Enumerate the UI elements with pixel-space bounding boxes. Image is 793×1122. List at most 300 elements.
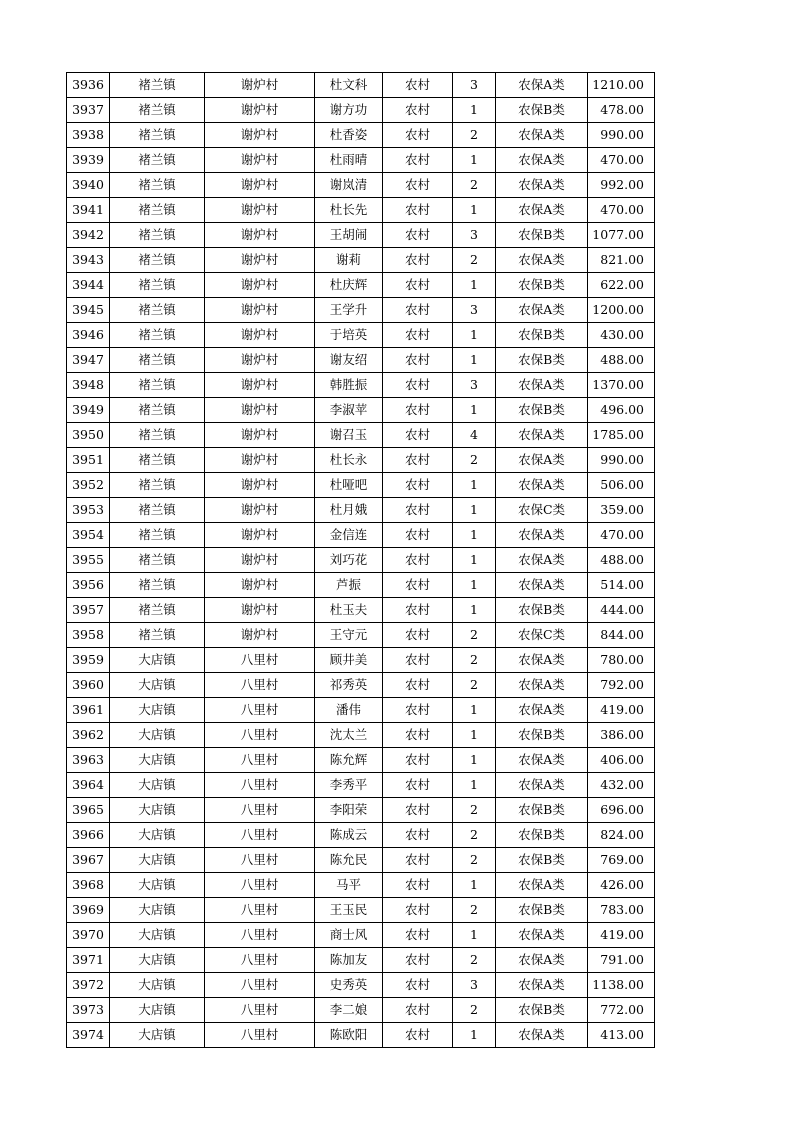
town-cell: 大店镇: [110, 948, 205, 973]
area-type-cell: 农村: [383, 598, 453, 623]
name-cell: 杜长永: [315, 448, 383, 473]
insurance-class-cell: 农保A类: [496, 373, 588, 398]
amount-cell: 792.00: [588, 673, 655, 698]
town-cell: 褚兰镇: [110, 398, 205, 423]
table-row: [67, 373, 655, 398]
amount-cell: 772.00: [588, 998, 655, 1023]
village-cell: 谢炉村: [205, 523, 315, 548]
area-type-cell: 农村: [383, 973, 453, 998]
household-count-cell: 2: [453, 848, 496, 873]
town-cell: 褚兰镇: [110, 248, 205, 273]
table-row: [67, 523, 655, 548]
row-number-cell: 3946: [67, 323, 110, 348]
town-cell: 褚兰镇: [110, 598, 205, 623]
insurance-class-cell: 农保A类: [496, 948, 588, 973]
area-type-cell: 农村: [383, 348, 453, 373]
household-count-cell: 2: [453, 898, 496, 923]
household-count-cell: 2: [453, 648, 496, 673]
household-count-cell: 2: [453, 948, 496, 973]
village-cell: 谢炉村: [205, 73, 315, 98]
household-count-cell: 3: [453, 73, 496, 98]
name-cell: 王胡闹: [315, 223, 383, 248]
row-number-cell: 3956: [67, 573, 110, 598]
amount-cell: 444.00: [588, 598, 655, 623]
area-type-cell: 农村: [383, 623, 453, 648]
row-number-cell: 3947: [67, 348, 110, 373]
amount-cell: 1785.00: [588, 423, 655, 448]
name-cell: 李淑苹: [315, 398, 383, 423]
amount-cell: 696.00: [588, 798, 655, 823]
area-type-cell: 农村: [383, 73, 453, 98]
table-row: [67, 323, 655, 348]
table-row: [67, 498, 655, 523]
amount-cell: 419.00: [588, 923, 655, 948]
row-number-cell: 3959: [67, 648, 110, 673]
name-cell: 李二娘: [315, 998, 383, 1023]
amount-cell: 432.00: [588, 773, 655, 798]
amount-cell: 488.00: [588, 548, 655, 573]
village-cell: 八里村: [205, 898, 315, 923]
row-number-cell: 3968: [67, 873, 110, 898]
village-cell: 谢炉村: [205, 148, 315, 173]
town-cell: 褚兰镇: [110, 198, 205, 223]
row-number-cell: 3971: [67, 948, 110, 973]
row-number-cell: 3938: [67, 123, 110, 148]
name-cell: 杜玉夫: [315, 598, 383, 623]
household-count-cell: 2: [453, 998, 496, 1023]
area-type-cell: 农村: [383, 673, 453, 698]
table-row: [67, 798, 655, 823]
amount-cell: 1200.00: [588, 298, 655, 323]
table-row: [67, 273, 655, 298]
name-cell: 王玉民: [315, 898, 383, 923]
name-cell: 杜庆辉: [315, 273, 383, 298]
table-row: [67, 73, 655, 98]
village-cell: 谢炉村: [205, 98, 315, 123]
name-cell: 陈欧阳: [315, 1023, 383, 1048]
town-cell: 褚兰镇: [110, 623, 205, 648]
insurance-class-cell: 农保A类: [496, 148, 588, 173]
area-type-cell: 农村: [383, 1023, 453, 1048]
name-cell: 杜香姿: [315, 123, 383, 148]
insurance-class-cell: 农保B类: [496, 898, 588, 923]
name-cell: 谢友绍: [315, 348, 383, 373]
table-row: [67, 748, 655, 773]
row-number-cell: 3962: [67, 723, 110, 748]
area-type-cell: 农村: [383, 823, 453, 848]
row-number-cell: 3961: [67, 698, 110, 723]
village-cell: 八里村: [205, 798, 315, 823]
town-cell: 大店镇: [110, 698, 205, 723]
name-cell: 陈成云: [315, 823, 383, 848]
town-cell: 褚兰镇: [110, 523, 205, 548]
insurance-class-cell: 农保A类: [496, 548, 588, 573]
area-type-cell: 农村: [383, 448, 453, 473]
town-cell: 褚兰镇: [110, 448, 205, 473]
household-count-cell: 1: [453, 698, 496, 723]
village-cell: 八里村: [205, 823, 315, 848]
table-row: [67, 198, 655, 223]
village-cell: 谢炉村: [205, 323, 315, 348]
insurance-class-cell: 农保B类: [496, 398, 588, 423]
area-type-cell: 农村: [383, 898, 453, 923]
amount-cell: 386.00: [588, 723, 655, 748]
household-count-cell: 1: [453, 148, 496, 173]
row-number-cell: 3965: [67, 798, 110, 823]
row-number-cell: 3954: [67, 523, 110, 548]
name-cell: 李阳荣: [315, 798, 383, 823]
household-count-cell: 1: [453, 923, 496, 948]
area-type-cell: 农村: [383, 573, 453, 598]
insurance-class-cell: 农保B类: [496, 598, 588, 623]
town-cell: 大店镇: [110, 648, 205, 673]
village-cell: 八里村: [205, 923, 315, 948]
table-row: [67, 948, 655, 973]
table-row: [67, 998, 655, 1023]
row-number-cell: 3944: [67, 273, 110, 298]
village-cell: 谢炉村: [205, 598, 315, 623]
town-cell: 大店镇: [110, 773, 205, 798]
table-row: [67, 248, 655, 273]
village-cell: 八里村: [205, 973, 315, 998]
area-type-cell: 农村: [383, 298, 453, 323]
row-number-cell: 3974: [67, 1023, 110, 1048]
town-cell: 大店镇: [110, 973, 205, 998]
table-row: [67, 623, 655, 648]
household-count-cell: 2: [453, 173, 496, 198]
table-row: [67, 673, 655, 698]
table-row: [67, 473, 655, 498]
household-count-cell: 2: [453, 123, 496, 148]
amount-cell: 478.00: [588, 98, 655, 123]
village-cell: 八里村: [205, 698, 315, 723]
village-cell: 八里村: [205, 998, 315, 1023]
table-row: [67, 573, 655, 598]
household-count-cell: 1: [453, 498, 496, 523]
area-type-cell: 农村: [383, 223, 453, 248]
row-number-cell: 3957: [67, 598, 110, 623]
household-count-cell: 1: [453, 348, 496, 373]
amount-cell: 780.00: [588, 648, 655, 673]
household-count-cell: 2: [453, 623, 496, 648]
insurance-class-cell: 农保A类: [496, 1023, 588, 1048]
insurance-class-cell: 农保A类: [496, 123, 588, 148]
amount-cell: 506.00: [588, 473, 655, 498]
area-type-cell: 农村: [383, 248, 453, 273]
town-cell: 大店镇: [110, 848, 205, 873]
name-cell: 陈允辉: [315, 748, 383, 773]
table-row: [67, 173, 655, 198]
name-cell: 杜文科: [315, 73, 383, 98]
table-row: [67, 848, 655, 873]
household-count-cell: 3: [453, 373, 496, 398]
table-row: [67, 898, 655, 923]
town-cell: 大店镇: [110, 723, 205, 748]
insurance-class-cell: 农保A类: [496, 873, 588, 898]
town-cell: 大店镇: [110, 673, 205, 698]
row-number-cell: 3970: [67, 923, 110, 948]
row-number-cell: 3972: [67, 973, 110, 998]
village-cell: 谢炉村: [205, 448, 315, 473]
insurance-class-cell: 农保A类: [496, 973, 588, 998]
name-cell: 杜长先: [315, 198, 383, 223]
area-type-cell: 农村: [383, 148, 453, 173]
amount-cell: 783.00: [588, 898, 655, 923]
town-cell: 褚兰镇: [110, 73, 205, 98]
row-number-cell: 3950: [67, 423, 110, 448]
name-cell: 李秀平: [315, 773, 383, 798]
amount-cell: 430.00: [588, 323, 655, 348]
town-cell: 褚兰镇: [110, 148, 205, 173]
row-number-cell: 3973: [67, 998, 110, 1023]
insurance-class-cell: 农保A类: [496, 923, 588, 948]
area-type-cell: 农村: [383, 423, 453, 448]
village-cell: 八里村: [205, 948, 315, 973]
insurance-class-cell: 农保A类: [496, 173, 588, 198]
name-cell: 顾井美: [315, 648, 383, 673]
name-cell: 刘巧花: [315, 548, 383, 573]
area-type-cell: 农村: [383, 798, 453, 823]
town-cell: 褚兰镇: [110, 348, 205, 373]
town-cell: 褚兰镇: [110, 373, 205, 398]
insurance-class-cell: 农保A类: [496, 423, 588, 448]
name-cell: 杜雨晴: [315, 148, 383, 173]
area-type-cell: 农村: [383, 998, 453, 1023]
household-count-cell: 2: [453, 673, 496, 698]
table-row: [67, 598, 655, 623]
insurance-class-cell: 农保A类: [496, 298, 588, 323]
insurance-class-cell: 农保B类: [496, 723, 588, 748]
town-cell: 大店镇: [110, 923, 205, 948]
town-cell: 褚兰镇: [110, 573, 205, 598]
village-cell: 八里村: [205, 1023, 315, 1048]
row-number-cell: 3949: [67, 398, 110, 423]
area-type-cell: 农村: [383, 548, 453, 573]
name-cell: 陈加友: [315, 948, 383, 973]
household-count-cell: 1: [453, 873, 496, 898]
town-cell: 大店镇: [110, 898, 205, 923]
name-cell: 金信连: [315, 523, 383, 548]
area-type-cell: 农村: [383, 723, 453, 748]
name-cell: 沈太兰: [315, 723, 383, 748]
town-cell: 褚兰镇: [110, 473, 205, 498]
insurance-class-cell: 农保A类: [496, 648, 588, 673]
household-count-cell: 1: [453, 198, 496, 223]
village-cell: 八里村: [205, 773, 315, 798]
area-type-cell: 农村: [383, 498, 453, 523]
household-count-cell: 3: [453, 223, 496, 248]
name-cell: 谢莉: [315, 248, 383, 273]
household-count-cell: 1: [453, 273, 496, 298]
village-cell: 谢炉村: [205, 423, 315, 448]
household-count-cell: 1: [453, 398, 496, 423]
amount-cell: 844.00: [588, 623, 655, 648]
household-count-cell: 1: [453, 598, 496, 623]
household-count-cell: 4: [453, 423, 496, 448]
household-count-cell: 1: [453, 573, 496, 598]
insurance-class-cell: 农保A类: [496, 73, 588, 98]
amount-cell: 359.00: [588, 498, 655, 523]
area-type-cell: 农村: [383, 698, 453, 723]
row-number-cell: 3969: [67, 898, 110, 923]
village-cell: 谢炉村: [205, 223, 315, 248]
town-cell: 褚兰镇: [110, 423, 205, 448]
table-row: [67, 723, 655, 748]
village-cell: 谢炉村: [205, 273, 315, 298]
village-cell: 谢炉村: [205, 548, 315, 573]
area-type-cell: 农村: [383, 98, 453, 123]
table-row: [67, 423, 655, 448]
household-count-cell: 2: [453, 448, 496, 473]
area-type-cell: 农村: [383, 848, 453, 873]
name-cell: 王守元: [315, 623, 383, 648]
table-row: [67, 548, 655, 573]
row-number-cell: 3942: [67, 223, 110, 248]
area-type-cell: 农村: [383, 398, 453, 423]
row-number-cell: 3941: [67, 198, 110, 223]
name-cell: 史秀英: [315, 973, 383, 998]
area-type-cell: 农村: [383, 273, 453, 298]
insurance-class-cell: 农保A类: [496, 248, 588, 273]
village-cell: 八里村: [205, 748, 315, 773]
household-count-cell: 2: [453, 248, 496, 273]
amount-cell: 1210.00: [588, 73, 655, 98]
insurance-class-cell: 农保A类: [496, 573, 588, 598]
row-number-cell: 3945: [67, 298, 110, 323]
town-cell: 褚兰镇: [110, 173, 205, 198]
insurance-class-cell: 农保A类: [496, 473, 588, 498]
row-number-cell: 3967: [67, 848, 110, 873]
household-count-cell: 1: [453, 98, 496, 123]
amount-cell: 470.00: [588, 523, 655, 548]
town-cell: 大店镇: [110, 798, 205, 823]
town-cell: 褚兰镇: [110, 498, 205, 523]
amount-cell: 791.00: [588, 948, 655, 973]
row-number-cell: 3940: [67, 173, 110, 198]
household-count-cell: 1: [453, 748, 496, 773]
row-number-cell: 3951: [67, 448, 110, 473]
amount-cell: 824.00: [588, 823, 655, 848]
household-count-cell: 1: [453, 1023, 496, 1048]
amount-cell: 990.00: [588, 448, 655, 473]
insurance-class-cell: 农保A类: [496, 748, 588, 773]
insurance-class-cell: 农保A类: [496, 673, 588, 698]
table-body: [67, 73, 655, 1048]
town-cell: 褚兰镇: [110, 223, 205, 248]
village-cell: 谢炉村: [205, 473, 315, 498]
insurance-class-cell: 农保A类: [496, 523, 588, 548]
area-type-cell: 农村: [383, 873, 453, 898]
table-row: [67, 973, 655, 998]
area-type-cell: 农村: [383, 923, 453, 948]
table-row: [67, 398, 655, 423]
name-cell: 韩胜振: [315, 373, 383, 398]
data-table: [66, 72, 655, 1048]
village-cell: 谢炉村: [205, 498, 315, 523]
name-cell: 商士风: [315, 923, 383, 948]
name-cell: 杜月娥: [315, 498, 383, 523]
town-cell: 褚兰镇: [110, 273, 205, 298]
town-cell: 褚兰镇: [110, 548, 205, 573]
household-count-cell: 2: [453, 798, 496, 823]
name-cell: 谢方功: [315, 98, 383, 123]
table-row: [67, 773, 655, 798]
row-number-cell: 3936: [67, 73, 110, 98]
name-cell: 陈允民: [315, 848, 383, 873]
amount-cell: 406.00: [588, 748, 655, 773]
amount-cell: 426.00: [588, 873, 655, 898]
table-row: [67, 223, 655, 248]
area-type-cell: 农村: [383, 323, 453, 348]
name-cell: 祁秀英: [315, 673, 383, 698]
area-type-cell: 农村: [383, 473, 453, 498]
insurance-class-cell: 农保B类: [496, 273, 588, 298]
village-cell: 谢炉村: [205, 173, 315, 198]
area-type-cell: 农村: [383, 123, 453, 148]
village-cell: 谢炉村: [205, 123, 315, 148]
row-number-cell: 3955: [67, 548, 110, 573]
area-type-cell: 农村: [383, 773, 453, 798]
village-cell: 谢炉村: [205, 198, 315, 223]
name-cell: 芦振: [315, 573, 383, 598]
table-row: [67, 648, 655, 673]
name-cell: 谢召玉: [315, 423, 383, 448]
amount-cell: 470.00: [588, 198, 655, 223]
household-count-cell: 1: [453, 523, 496, 548]
town-cell: 大店镇: [110, 998, 205, 1023]
table-row: [67, 148, 655, 173]
row-number-cell: 3960: [67, 673, 110, 698]
table-row: [67, 873, 655, 898]
table-row: [67, 348, 655, 373]
insurance-class-cell: 农保A类: [496, 198, 588, 223]
amount-cell: 470.00: [588, 148, 655, 173]
village-cell: 谢炉村: [205, 373, 315, 398]
area-type-cell: 农村: [383, 948, 453, 973]
village-cell: 谢炉村: [205, 573, 315, 598]
village-cell: 八里村: [205, 648, 315, 673]
household-count-cell: 1: [453, 548, 496, 573]
name-cell: 谢岚清: [315, 173, 383, 198]
row-number-cell: 3963: [67, 748, 110, 773]
household-count-cell: 2: [453, 823, 496, 848]
name-cell: 于培英: [315, 323, 383, 348]
village-cell: 谢炉村: [205, 398, 315, 423]
insurance-class-cell: 农保B类: [496, 98, 588, 123]
row-number-cell: 3953: [67, 498, 110, 523]
household-count-cell: 1: [453, 473, 496, 498]
insurance-class-cell: 农保B类: [496, 223, 588, 248]
amount-cell: 1077.00: [588, 223, 655, 248]
household-count-cell: 3: [453, 973, 496, 998]
row-number-cell: 3948: [67, 373, 110, 398]
amount-cell: 769.00: [588, 848, 655, 873]
row-number-cell: 3943: [67, 248, 110, 273]
insurance-class-cell: 农保C类: [496, 498, 588, 523]
row-number-cell: 3937: [67, 98, 110, 123]
household-count-cell: 3: [453, 298, 496, 323]
village-cell: 谢炉村: [205, 348, 315, 373]
insurance-class-cell: 农保A类: [496, 698, 588, 723]
town-cell: 褚兰镇: [110, 123, 205, 148]
amount-cell: 1138.00: [588, 973, 655, 998]
amount-cell: 413.00: [588, 1023, 655, 1048]
insurance-class-cell: 农保A类: [496, 773, 588, 798]
insurance-class-cell: 农保B类: [496, 348, 588, 373]
household-count-cell: 1: [453, 323, 496, 348]
village-cell: 谢炉村: [205, 623, 315, 648]
area-type-cell: 农村: [383, 748, 453, 773]
